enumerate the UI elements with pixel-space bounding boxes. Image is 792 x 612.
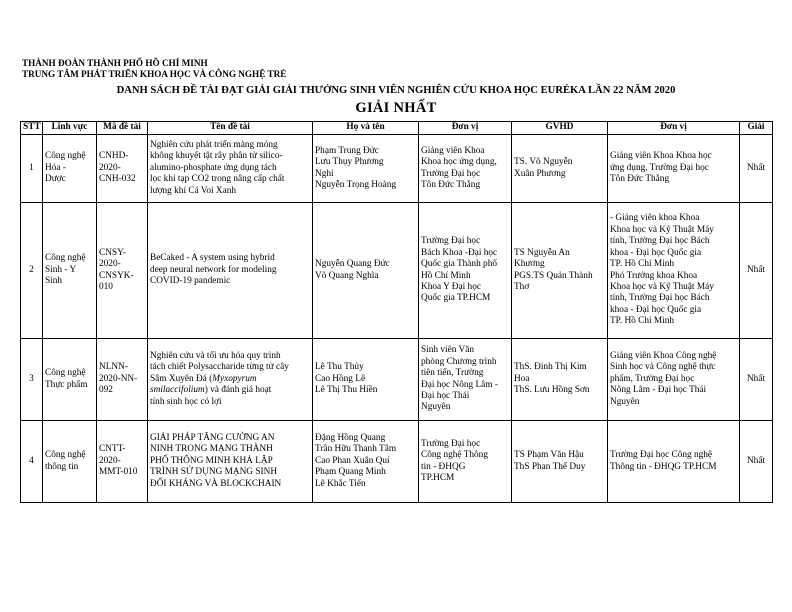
prize-cell: Nhất: [740, 421, 773, 503]
topic-cell: [148, 135, 313, 203]
field-cell: Công nghệ thông tin: [43, 421, 97, 503]
students-cell: Đặng Hồng Quang Trần Hữu Thanh Tâm Cao Phan Xuân Quí Phạm Quang Minh Lê Khắc Tiến: [313, 421, 419, 503]
code-cell: CNHD- 2020- CNH-032: [97, 135, 148, 203]
table-row: [21, 339, 773, 421]
prize-title: GIẢI NHẤT: [355, 100, 437, 116]
code-cell: CNTT- 2020- MMT-010: [97, 421, 148, 503]
students-cell: Nguyễn Quang Đức Võ Quang Nghĩa: [313, 203, 419, 339]
students-cell: Lê Thu Thủy Cao Hồng Lê Lê Thị Thu Hiền: [313, 339, 419, 421]
organization-line-2: TRUNG TÂM PHÁT TRIỂN KHOA HỌC VÀ CÔNG NGHỆ TRẺ: [22, 69, 287, 79]
students-cell: Phạm Trung Đức Lưu Thụy Phương Nghi Nguyễn Trọng Hoàng: [313, 135, 419, 203]
topic-italic: Myxopyrum smilaccifolium: [150, 373, 257, 396]
column-header-unit: Đơn vị: [419, 122, 512, 135]
column-header-stt: STT: [21, 122, 43, 135]
advisor-unit-cell: Giảng viên Khoa Khoa học ứng dụng, Trường Đại học Tôn Đức Thắng: [608, 135, 740, 203]
column-header-topic: Tên đề tài: [148, 122, 313, 135]
stt-cell: 1: [21, 135, 43, 203]
field-cell: Công nghệ Sinh - Y Sinh: [43, 203, 97, 339]
field-cell: Công nghệ Hóa - Dược: [43, 135, 97, 203]
stt-cell: 2: [21, 203, 43, 339]
prize-cell: Nhất: [740, 135, 773, 203]
topic-cell: [148, 421, 313, 503]
table-row: [21, 135, 773, 203]
advisor-cell: TS. Võ Nguyễn Xuân Phương: [512, 135, 608, 203]
code-cell: NLNN- 2020-NN- 092: [97, 339, 148, 421]
unit-cell: Trường Đại học Công nghệ Thông tin - ĐHQG TP.HCM: [419, 421, 512, 503]
column-header-students: Họ và tên: [313, 122, 419, 135]
column-header-field: Lĩnh vực: [43, 122, 97, 135]
unit-cell: Giảng viên Khoa Khoa học ứng dụng, Trường Đại học Tôn Đức Thắng: [419, 135, 512, 203]
advisor-cell: ThS. Đinh Thị Kim Hoa ThS. Lưu Hồng Sơn: [512, 339, 608, 421]
prize-cell: Nhất: [740, 203, 773, 339]
advisor-unit-cell: Giảng viên Khoa Công nghệ Sinh học và Công nghệ thực phẩm, Trường Đại học Nông Lâm - Đại học Thái Nguyên: [608, 339, 740, 421]
topic-text: GIẢI PHÁP TĂNG CƯỜNG AN NINH TRONG MẠNG THÀNH PHỐ THÔNG MINH KHẢ LẬP TRÌNH SỬ DỤNG MẠNG SINH ĐỐI KHÁNG VÀ BLOCKCHAIN: [150, 432, 282, 489]
column-header-advisor-unit: Đơn vị: [608, 122, 740, 135]
organization-line-1: THÀNH ĐOÀN THÀNH PHỐ HỒ CHÍ MINH: [22, 58, 208, 68]
topic-text-after: ) và đánh giá hoạt tính sinh học có lợi: [150, 385, 272, 407]
topic-text: BeCaked - A system using hybrid deep neural network for modeling COVID-19 pandemic: [150, 253, 277, 287]
topic-text: Nghiên cứu và tối ưu hóa quy trình tách chiết Polysaccharide từng từ cây Sâm Xuyên Đá (: [150, 350, 289, 384]
table-header-row: [21, 122, 773, 135]
advisor-unit-cell: - Giảng viên khoa Khoa Khoa học và Kỹ Thuật Máy tính, Trường Đại học Bách khoa - Đại học Quốc gia TP. Hồ Chí Minh Phó Trưởng khoa Khoa Khoa học và Kỹ Thuật Máy tính, Trường Đại học Bách khoa - Đại học Quốc gia TP. Hồ Chí Minh: [608, 203, 740, 339]
stt-cell: 3: [21, 339, 43, 421]
table-row: [21, 421, 773, 503]
column-header-advisor: GVHD: [512, 122, 608, 135]
list-title: DANH SÁCH ĐỀ TÀI ĐẠT GIẢI GIẢI THƯỞNG SINH VIÊN NGHIÊN CỨU KHOA HỌC EURÉKA LẦN 22 NĂM 2020: [116, 85, 676, 96]
award-table: [20, 121, 773, 503]
column-header-prize: Giải: [740, 122, 773, 135]
column-header-code: Mã đề tài: [97, 122, 148, 135]
field-cell: Công nghệ Thực phẩm: [43, 339, 97, 421]
prize-cell: Nhất: [740, 339, 773, 421]
stt-cell: 4: [21, 421, 43, 503]
table-row: [21, 203, 773, 339]
topic-cell: [148, 203, 313, 339]
advisor-cell: TS Nguyễn An Khương PGS.TS Quản Thành Thơ: [512, 203, 608, 339]
unit-cell: Trường Đại học Bách Khoa -Đại học Quốc gia Thành phố Hồ Chí Minh Khoa Y Đại học Quốc gia TP.HCM: [419, 203, 512, 339]
unit-cell: Sinh viên Văn phòng Chương trình tiên tiến, Trường Đại học Nông Lâm - Đại học Thái Nguyên: [419, 339, 512, 421]
advisor-cell: TS Phạm Văn Hậu ThS Phan Thế Duy: [512, 421, 608, 503]
advisor-unit-cell: Trường Đại học Công nghệ Thông tin - ĐHQG TP.HCM: [608, 421, 740, 503]
code-cell: CNSY- 2020- CNSYK- 010: [97, 203, 148, 339]
topic-cell: [148, 339, 313, 421]
topic-text: Nghiên cứu phát triển màng mỏng không khuyết tật rây phân tử silico- alumino-phosphate ứng dụng tách lọc khí tạp CO2 trong nâng cấp chất lượng khí Cá Voi Xanh: [150, 139, 285, 196]
